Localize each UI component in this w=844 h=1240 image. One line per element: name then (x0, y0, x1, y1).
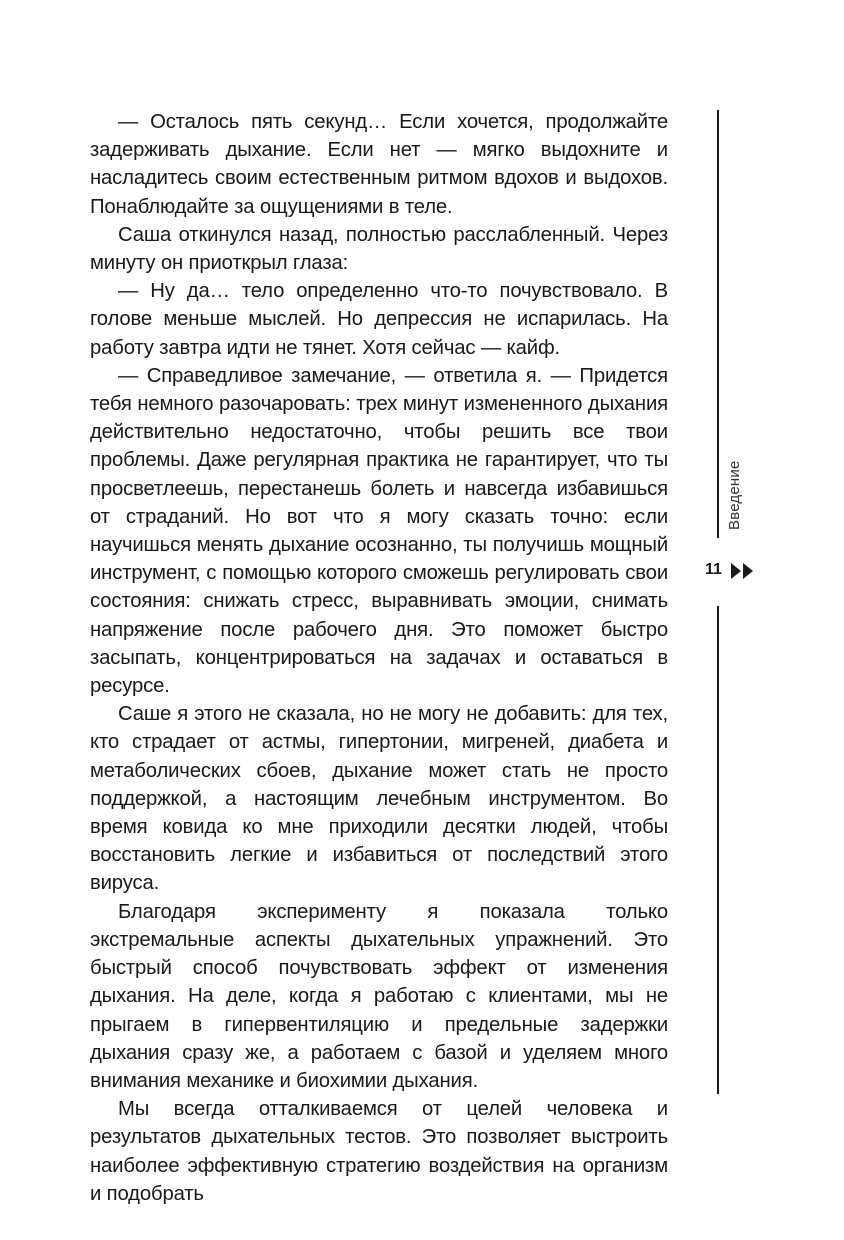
double-right-arrow-icon (731, 562, 755, 580)
margin-rule-bottom (717, 606, 719, 1094)
paragraph-1: — Осталось пять секунд… Если хочется, продолжайте задерживать дыхание. Если нет — мягко выдохните и насладитесь своим естественным ритмом вдохов и выдохов. Понаблюдайте за ощущениями в теле. (90, 111, 668, 218)
paragraph-7: Мы всегда отталкиваемся от целей человека и результатов дыхательных тестов. Это позволяет выстроить наиболее эффективную стратегию воздействия на организм и подобрать (90, 1098, 668, 1205)
paragraph-5: Саше я этого не сказала, но не могу не добавить: для тех, кто страдает от астмы, гипертонии, мигреней, диабета и метаболических сбоев, дыхание может стать не просто поддержкой, а настоящим лечебным инструментом. Во время ковида ко мне приходили десятки людей, чтобы восстановить легкие и избавиться от последствий этого вируса. (90, 703, 668, 895)
margin-rule-top (717, 110, 719, 538)
section-title: Введение (726, 460, 743, 530)
paragraph-6: Благодаря эксперименту я показала только экстремальные аспекты дыхательных упражнений. Это быстрый способ почувствовать эффект от изменения дыхания. На деле, когда я работаю с клиентами, мы не прыгаем в гипервентиляцию и предельные задержки дыхания сразу же, а работаем с базой и уделяем много внимания механике и биохимии дыхания. (90, 900, 668, 1092)
paragraph-4: — Справедливое замечание, — ответила я. — Придется тебя немного разочаровать: трех минут измененного дыхания действительно недостаточно, чтобы решить все твои проблемы. Даже регулярная практика не гарантирует, что ты просветлеешь, перестанешь болеть и навсегда избавишься от страданий. Но вот что я могу сказать точно: если научишься менять дыхание осознанно, ты получишь мощный инструмент, с помощью которого сможешь регулировать свои состояния: снижать стресс, выравнивать эмоции, снимать напряжение после рабочего дня. Это поможет быстро засыпать, концентрироваться на задачах и оставаться в ресурсе. (90, 364, 668, 698)
paragraph-3: — Ну да… тело определенно что-то почувствовало. В голове меньше мыслей. Но депрессия не испарилась. На работу завтра идти не тянет. Хотя сейчас — кайф. (90, 280, 668, 359)
paragraph-2: Саша откинулся назад, полностью расслабленный. Через минуту он приоткрыл глаза: (90, 223, 668, 275)
page-number: 11 (705, 561, 722, 578)
body-text (90, 108, 668, 1208)
